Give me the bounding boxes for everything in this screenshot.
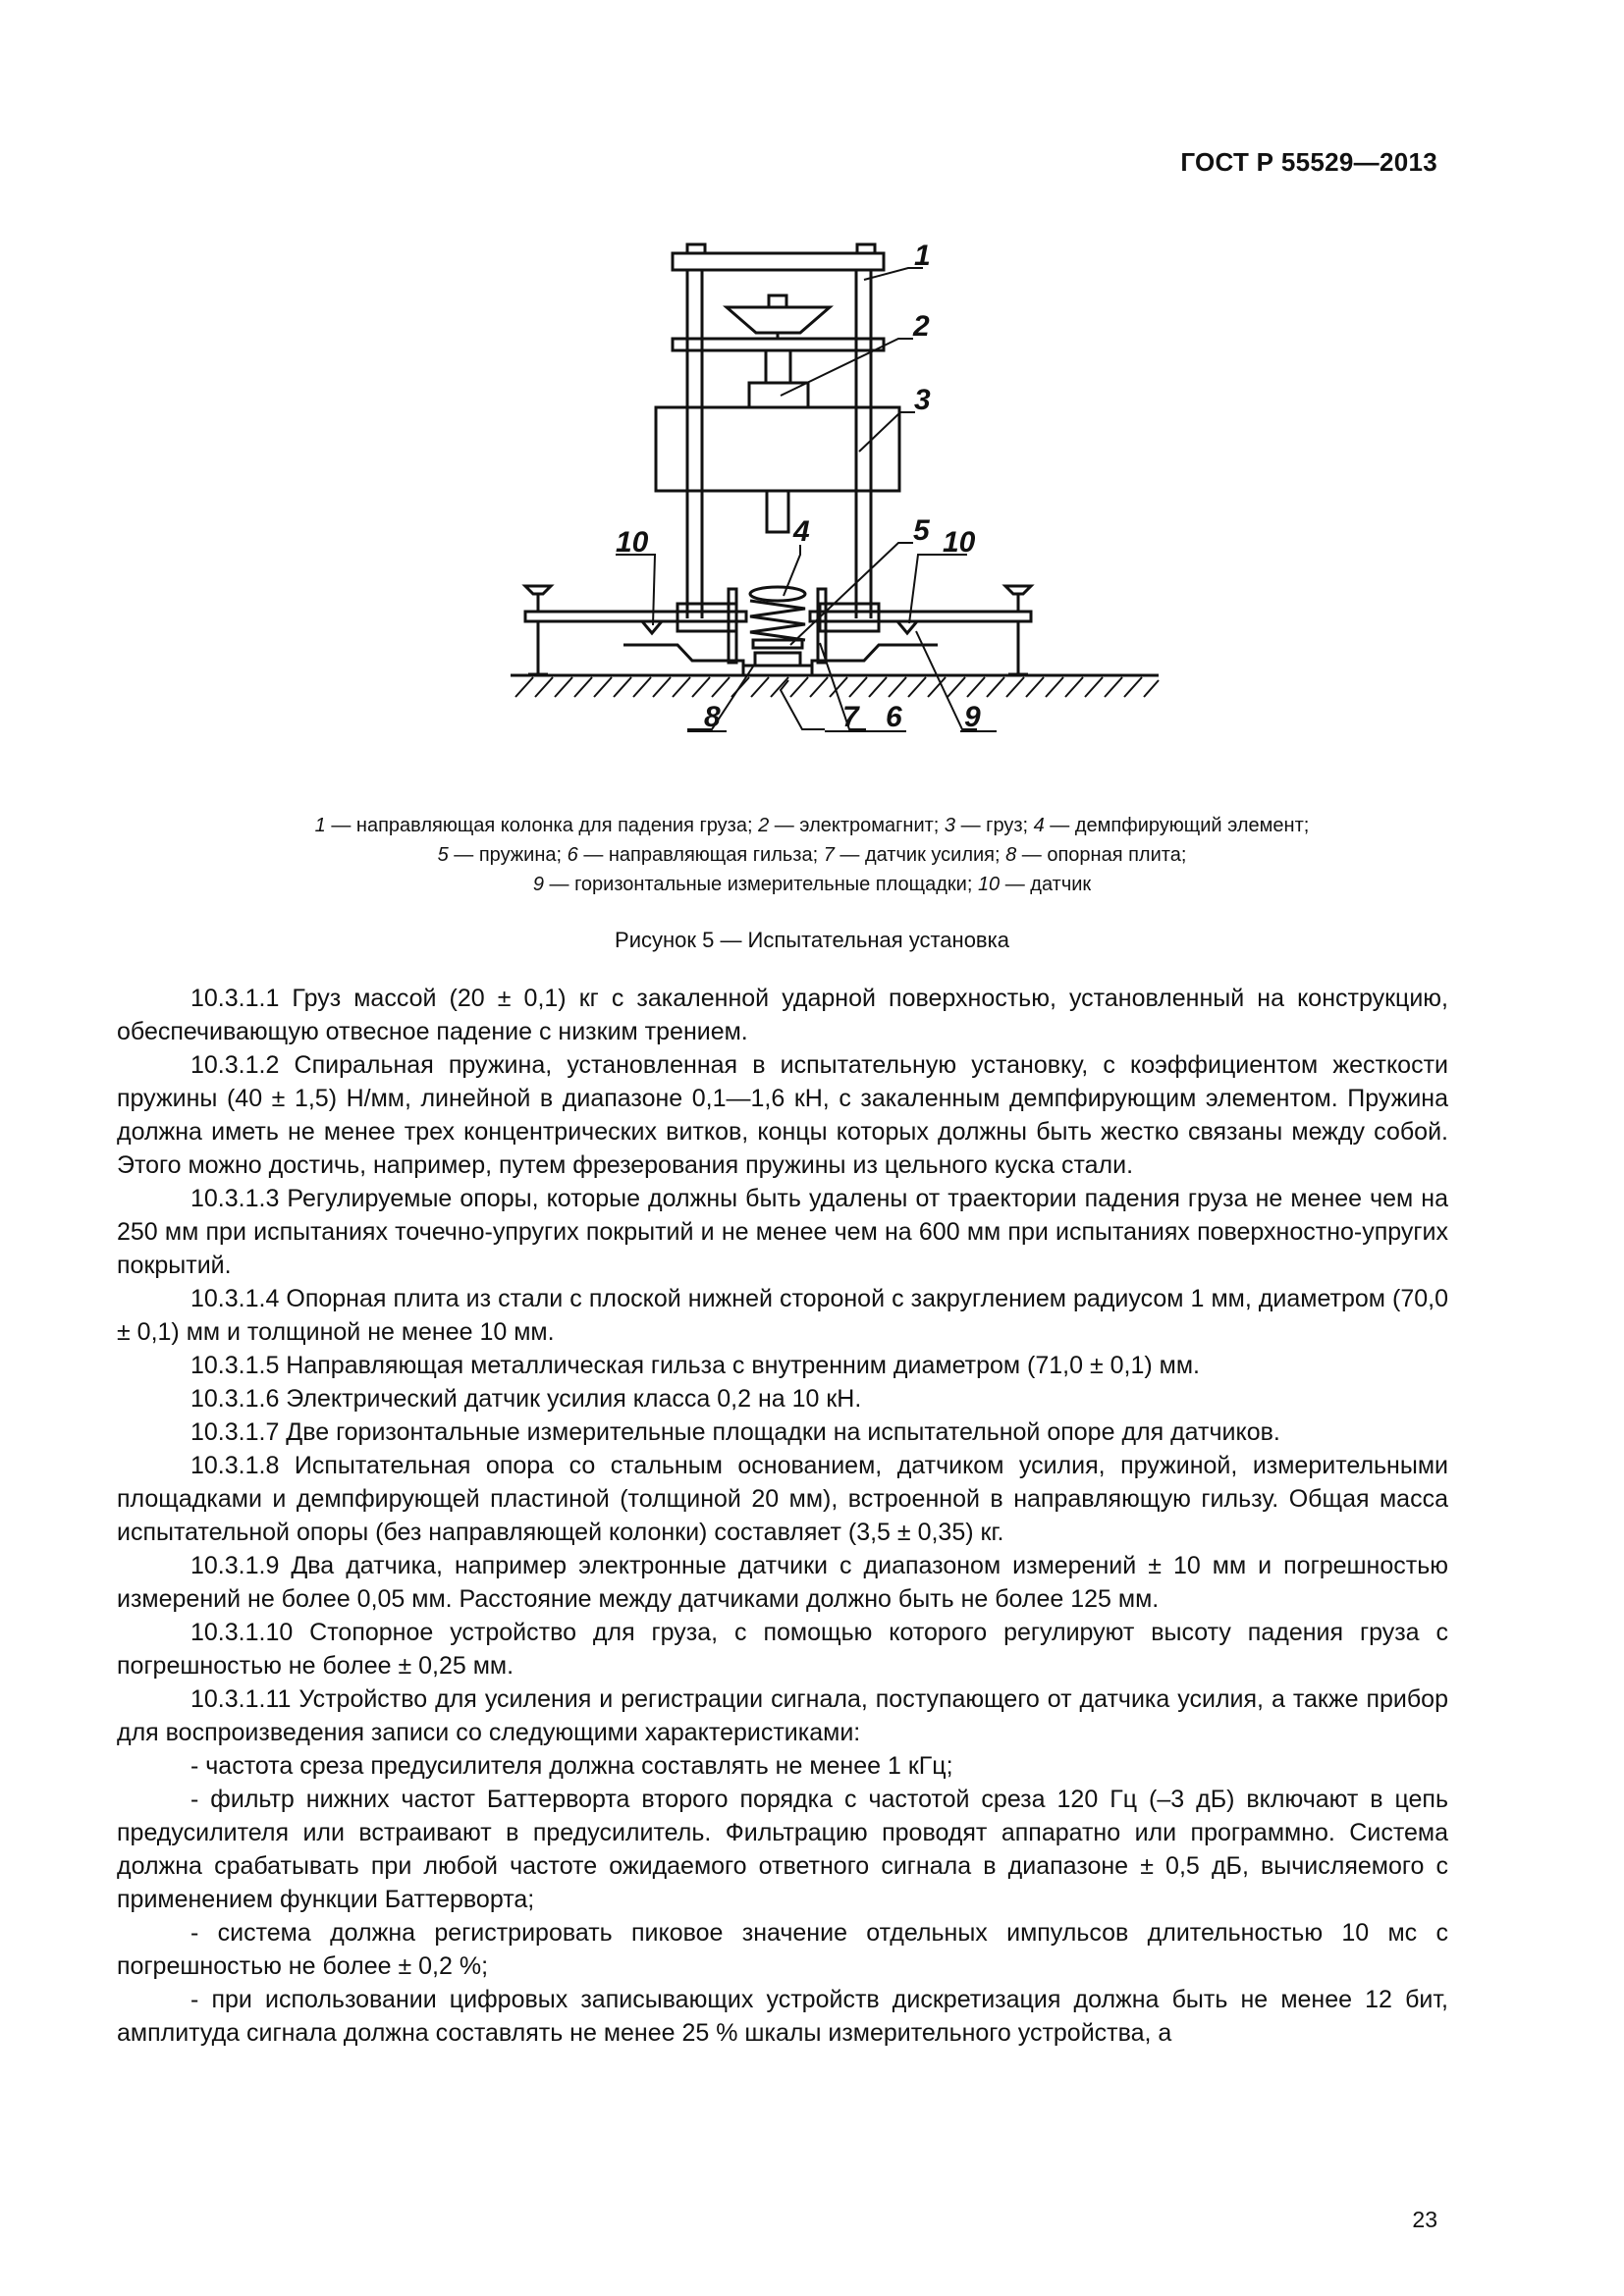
load-cell <box>755 653 800 666</box>
beam-right <box>810 612 1031 621</box>
legend-num: 3 <box>944 815 956 836</box>
list-item-cutoff-frequency: - частота среза предусилителя должна составлять не менее 1 кГц; <box>190 1752 953 1780</box>
legend-num: 5 <box>437 844 449 866</box>
legend-num: 7 <box>823 844 835 866</box>
legend-text: — направляющая колонка для падения груза; <box>325 815 759 836</box>
paragraph-10-3-1-11: 10.3.1.11 Устройство для усиления и регистрации сигнала, поступающего от датчика усилия, а также прибор для воспроизведения записи со следующими характеристиками: <box>117 1685 1448 1746</box>
top-crossbar <box>673 253 884 270</box>
legend-num: 1 <box>314 815 326 836</box>
legend-text: — направляющая гильза; <box>577 844 824 866</box>
electromagnet <box>727 307 830 333</box>
page-number: 23 <box>1412 2207 1437 2232</box>
paragraph-10-3-1-5: 10.3.1.5 Направляющая металлическая гильза с внутренним диаметром (71,0 ± 0,1) мм. <box>190 1352 1200 1379</box>
callout-8: 8 <box>704 701 721 733</box>
beam-left <box>525 612 746 621</box>
legend-text: — опорная плита; <box>1016 844 1187 866</box>
legend-line-2 <box>147 840 1477 870</box>
legend-num: 10 <box>977 874 1001 895</box>
legend-num: 4 <box>1033 815 1045 836</box>
sensor-right <box>897 621 917 633</box>
figure-caption: Рисунок 5 — Испытательная установка <box>615 928 1009 952</box>
legend-text: — датчик усилия; <box>834 844 1006 866</box>
callout-10-right: 10 <box>943 526 976 559</box>
damping-element <box>750 587 805 601</box>
callout-7: 7 <box>842 701 859 733</box>
callout-1: 1 <box>914 240 931 272</box>
test-setup-drawing <box>388 221 1173 810</box>
body-text <box>117 982 1448 2050</box>
callout-9: 9 <box>964 701 981 733</box>
legend-line-3 <box>147 870 1477 899</box>
callout-10-left: 10 <box>616 526 649 559</box>
list-item-butterworth-filter: - фильтр нижних частот Баттерворта второго порядка с частотой среза 120 Гц (–3 дБ) включают в цепь предусилителя или встраивают в предусилитель. Фильтрацию проводят аппаратно или программно. Система должна срабатывать при любой частоте ожидаемого ответного сигнала в диапазоне ± 0,5 дБ, вычисляемого с применением функции Баттерворта; <box>117 1786 1448 1913</box>
legend-num: 2 <box>758 815 770 836</box>
paragraph-10-3-1-2: 10.3.1.2 Спиральная пружина, установленная в испытательную установку, с коэффициентом жесткости пружины (40 ± 1,5) Н/мм, линейной в диапазоне 0,1—1,6 кН, с закаленным демпфирующим элементом. Пружина должна иметь не менее трех концентрических витков, концы которых должны быть жестко связаны между собой. Этого можно достичь, например, путем фрезерования пружины из цельного куска стали. <box>117 1051 1448 1179</box>
top-bolt-left <box>687 244 705 253</box>
support-foot-right <box>1005 586 1031 594</box>
legend-num: 9 <box>532 874 544 895</box>
legend-text: — электромагнит; <box>769 815 945 836</box>
spring <box>750 601 805 640</box>
callout-2: 2 <box>913 310 930 343</box>
support-foot-left <box>525 586 551 594</box>
paragraph-10-3-1-4: 10.3.1.4 Опорная плита из стали с плоской нижней стороной с закруглением радиусом 1 мм, диаметром (70,0 ± 0,1) мм и толщиной не менее 10 мм. <box>117 1285 1448 1346</box>
paragraph-10-3-1-7: 10.3.1.7 Две горизонтальные измерительные площадки на испытательной опоре для датчиков. <box>190 1418 1280 1446</box>
paragraph-10-3-1-9: 10.3.1.9 Два датчика, например электронные датчики с диапазоном измерений ± 10 мм и погрешностью измерений не более 0,05 мм. Расстояние между датчиками должно быть не более 125 мм. <box>117 1552 1448 1613</box>
paragraph-10-3-1-8: 10.3.1.8 Испытательная опора со стальным основанием, датчиком усилия, пружиной, измерительными площадками и демпфирующей пластиной (толщиной 20 мм), встроенной в направляющую гильзу. Общая масса испытательной опоры (без направляющей колонки) составляет (3,5 ± 0,35) кг. <box>117 1452 1448 1546</box>
legend-text: — датчик <box>1000 874 1092 895</box>
callout-4: 4 <box>793 515 810 548</box>
top-bolt-right <box>857 244 875 253</box>
figure-legend <box>147 811 1477 899</box>
paragraph-10-3-1-3: 10.3.1.3 Регулируемые опоры, которые должны быть удалены от траектории падения груза не менее чем на 250 мм при испытаниях точечно-упругих покрытий и не менее чем на 600 мм при испытаниях поверхностно-упругих покрытий. <box>117 1185 1448 1279</box>
document-id-header: ГОСТ Р 55529—2013 <box>1180 147 1437 177</box>
callout-6: 6 <box>886 701 902 733</box>
magnet-crossbar <box>673 339 884 350</box>
sensor-left <box>642 621 662 633</box>
paragraph-10-3-1-10: 10.3.1.10 Стопорное устройство для груза, с помощью которого регулируют высоту падения груза с погрешностью не более ± 0,25 мм. <box>117 1619 1448 1680</box>
test-setup-figure <box>388 221 1173 810</box>
legend-num: 6 <box>567 844 578 866</box>
legend-text: — горизонтальные измерительные площадки; <box>543 874 978 895</box>
legend-line-1 <box>147 811 1477 840</box>
steel-base <box>623 645 938 675</box>
paragraph-10-3-1-1: 10.3.1.1 Груз массой (20 ± 0,1) кг с закаленной ударной поверхностью, установленный на конструкцию, обеспечивающую отвесное падение с низким трением. <box>117 985 1448 1045</box>
legend-text: — груз; <box>955 815 1034 836</box>
legend-text: — демпфирующий элемент; <box>1044 815 1310 836</box>
paragraph-10-3-1-6: 10.3.1.6 Электрический датчик усилия класса 0,2 на 10 кН. <box>190 1385 862 1413</box>
callout-5: 5 <box>913 514 930 547</box>
list-item-digital-recording: - при использовании цифровых записывающих устройств дискретизация должна быть не менее 12 бит, амплитуда сигнала должна составлять не менее 25 % шкалы измерительного устройства, а <box>117 1986 1448 2047</box>
callout-3: 3 <box>914 384 931 416</box>
striker <box>767 491 788 532</box>
legend-text: — пружина; <box>448 844 568 866</box>
legend-num: 8 <box>1005 844 1017 866</box>
list-item-peak-value: - система должна регистрировать пиковое значение отдельных импульсов длительностью 10 мс с погрешностью не более ± 0,2 %; <box>117 1919 1448 1980</box>
